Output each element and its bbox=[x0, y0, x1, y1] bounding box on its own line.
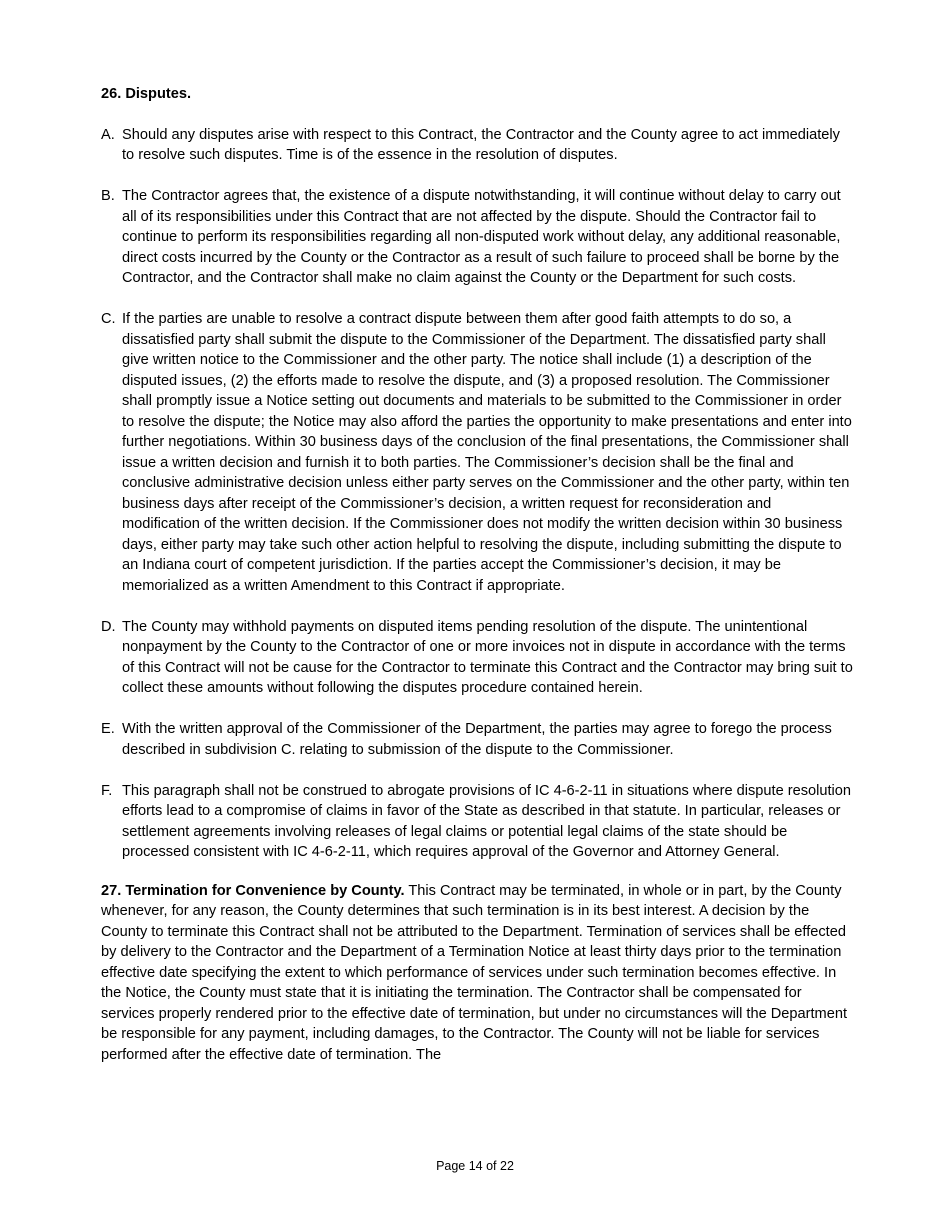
clause-letter: F. bbox=[101, 782, 113, 799]
clause-text: The Contractor agrees that, the existence of a dispute notwithstanding, it will continue without delay to carry out all of its responsibilities under this Contract that are not affected by the dispute. Should the Contractor fail to continue to perform its responsibilities regarding all non-disputed work without delay, any additional reasonable, direct costs incurred by the County or the Contractor as a result of such failure to proceed shall be borne by the Contractor, and the Contractor shall make no claim against the County or the Department for such costs. bbox=[122, 188, 841, 286]
section-27-text: This Contract may be terminated, in whole or in part, by the County whenever, for any reason, the County determines that such termination is in its best interest. A decision by the County to terminate this Contract shall not be attributed to the Department. Termination of services shall be effected by delivery to the Contractor and the Department of a Termination Notice at least thirty days prior to the termination effective date specifying the extent to which performance of services under such termination becomes effective. In the Notice, the County must state that it is initiating the termination. The Contractor shall be compensated for services properly rendered prior to the effective date of termination, but under no circumstances will the Department be responsible for any payment, including damages, to the Contractor. The County will not be liable for services performed after the effective date of termination. The bbox=[101, 882, 848, 1063]
clause-letter: D. bbox=[101, 618, 116, 635]
clause-c bbox=[101, 309, 853, 596]
document-page bbox=[101, 84, 853, 1065]
clause-f bbox=[101, 781, 853, 863]
section-27-paragraph bbox=[101, 881, 853, 1066]
clause-text: If the parties are unable to resolve a contract dispute between them after good faith attempts to do so, a dissatisfied party shall submit the dispute to the Commissioner of the Department. The dissatisfied party shall give written notice to the Commissioner and the other party. The notice shall include (1) a description of the disputed issues, (2) the efforts made to resolve the dispute, and (3) a proposed resolution. The Commissioner shall promptly issue a Notice setting out documents and materials to be submitted to the Commissioner in order to resolve the dispute; the Notice may also afford the parties the opportunity to make presentations and enter into further negotiations. Within 30 business days of the conclusion of the final presentations, the Commissioner shall issue a written decision and furnish it to both parties. The Commissioner’s decision shall be the final and conclusive administrative decision unless either party serves on the Commissioner and the other party, within ten business days after receipt of the Commissioner’s decision, a written request for reconsideration and modification of the written decision. If the Commissioner does not modify the written decision within 30 business days, either party may take such other action helpful to resolving the dispute, including submitting the dispute to an Indiana court of competent jurisdiction. If the parties accept the Commissioner’s decision, it may be memorialized as a written Amendment to this Contract if appropriate. bbox=[122, 311, 852, 594]
clause-e bbox=[101, 719, 853, 760]
clause-text: Should any disputes arise with respect to this Contract, the Contractor and the County agree to act immediately to resolve such disputes. Time is of the essence in the resolution of disputes. bbox=[122, 126, 840, 163]
clause-text: The County may withhold payments on disputed items pending resolution of the dispute. The unintentional nonpayment by the County to the Contractor of one or more invoices not in dispute in accordance with the terms of this Contract will not be cause for the Contractor to terminate this Contract and the Contractor may bring suit to collect these amounts without following the disputes procedure contained herein. bbox=[122, 618, 853, 696]
clause-letter: B. bbox=[101, 188, 115, 204]
clause-text: This paragraph shall not be construed to abrogate provisions of IC 4-6-2-11 in situations where dispute resolution efforts lead to a compromise of claims in favor of the State as described in that statute. In particular, releases or settlement agreements involving releases of legal claims or potential legal claims of the state should be processed consistent with IC 4-6-2-11, which requires approval of the Governor and Attorney General. bbox=[122, 782, 852, 860]
section-27-heading: 27. Termination for Convenience by County. bbox=[101, 882, 405, 899]
clause-text: With the written approval of the Commissioner of the Department, the parties may agree to forego the process described in subdivision C. relating to submission of the dispute to the Commissioner. bbox=[122, 721, 832, 758]
clause-d bbox=[101, 617, 853, 699]
clause-b bbox=[101, 186, 853, 289]
section-26-heading: 26. Disputes. bbox=[101, 86, 192, 102]
clause-letter: C. bbox=[101, 311, 116, 327]
page-number: Page 14 of 22 bbox=[436, 1159, 514, 1173]
clause-letter: A. bbox=[101, 126, 115, 143]
clause-a bbox=[101, 125, 853, 166]
clause-letter: E. bbox=[101, 721, 115, 737]
